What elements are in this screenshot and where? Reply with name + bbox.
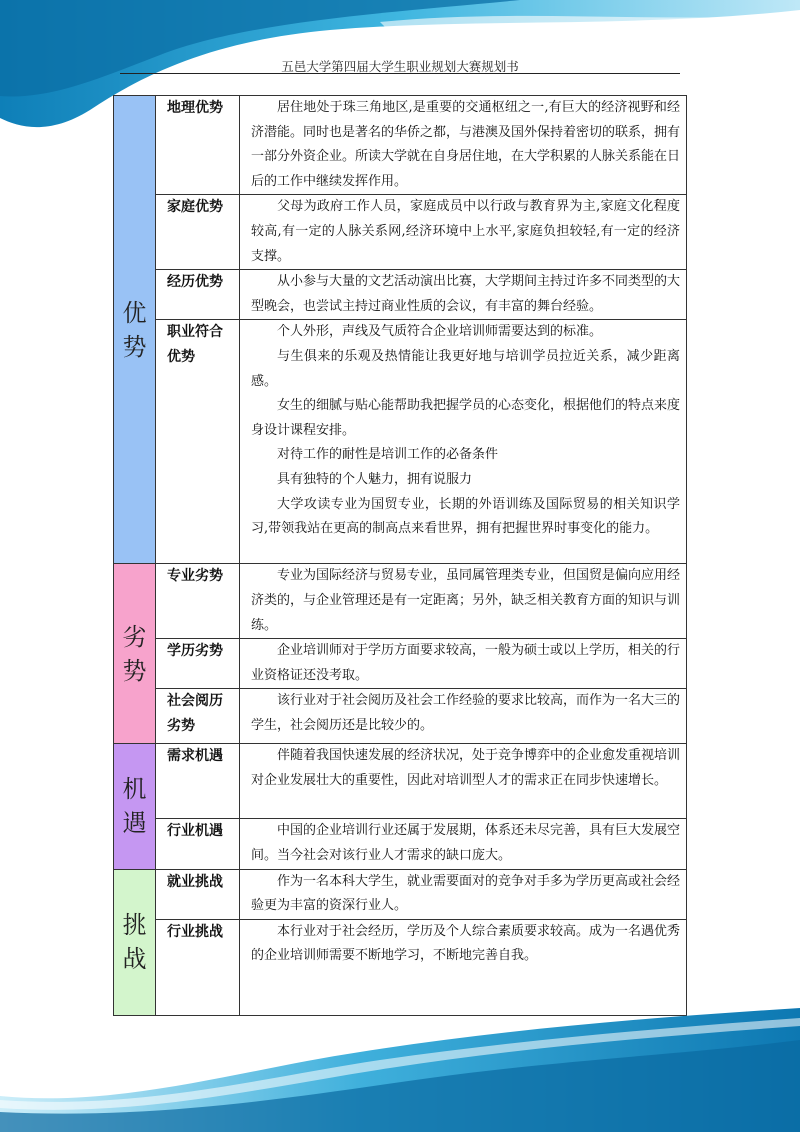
row-description: 从小参与大量的文艺活动演出比赛，大学期间主持过许多不同类型的大型晚会，也尝试主持过商业性质的会议，有丰富的舞台经验。 (240, 270, 687, 320)
row-label: 职业符合优势 (156, 320, 240, 564)
footer-wave-decoration (0, 1000, 800, 1132)
row-description: 企业培训师对于学历方面要求较高，一般为硕士或以上学历，相关的行业资格证还没考取。 (240, 639, 687, 689)
table-row (114, 270, 687, 320)
row-description: 专业为国际经济与贸易专业，虽同属管理类专业，但国贸是偏向应用经济类的，与企业管理还是有一定距离；另外，缺乏相关教育方面的知识与训练。 (240, 564, 687, 639)
swot-analysis-table (113, 95, 687, 1016)
document-header-title: 五邑大学第四届大学生职业规划大赛规划书 (281, 59, 519, 74)
row-label: 学历劣势 (156, 639, 240, 689)
row-description: 中国的企业培训行业还属于发展期，体系还未尽完善，具有巨大发展空间。当今社会对该行业人才需求的缺口庞大。 (240, 819, 687, 869)
table-row (114, 195, 687, 270)
category-strengths: 优 势 (114, 96, 156, 564)
row-label: 行业挑战 (156, 919, 240, 1015)
row-label: 地理优势 (156, 96, 240, 195)
table-row (114, 639, 687, 689)
table-row (114, 869, 687, 919)
table-row (114, 96, 687, 195)
row-description: 居住地处于珠三角地区,是重要的交通枢纽之一,有巨大的经济视野和经济潜能。同时也是著名的华侨之都，与港澳及国外保持着密切的联系，拥有一部分外资企业。所读大学就在自身居住地，在大学积累的人脉关系能在日后的工作中继续发挥作用。 (240, 96, 687, 195)
row-label: 需求机遇 (156, 744, 240, 819)
row-label: 社会阅历劣势 (156, 689, 240, 744)
table-row (114, 564, 687, 639)
row-description: 本行业对于社会经历，学历及个人综合素质要求较高。成为一名遇优秀的企业培训师需要不断地学习，不断地完善自我。 (240, 919, 687, 1015)
row-description: 个人外形，声线及气质符合企业培训师需要达到的标准。 与生俱来的乐观及热情能让我更好地与培训学员拉近关系，减少距离感。 女生的细腻与贴心能帮助我把握学员的心态变化，根据他们的特点来度身设计课程安排。 对待工作的耐性是培训工作的必备条件 具有独特的个人魅力，拥有说服力 大学攻读专业为国贸专业，长期的外语训练及国际贸易的相关知识学习,带领我站在更高的制高点来看世界，拥有把握世界时事变化的能力。 (240, 320, 687, 564)
row-label: 就业挑战 (156, 869, 240, 919)
category-weaknesses: 劣 势 (114, 564, 156, 744)
table-row (114, 320, 687, 564)
header-divider (120, 73, 680, 74)
table-row (114, 689, 687, 744)
row-description: 该行业对于社会阅历及社会工作经验的要求比较高，而作为一名大三的学生，社会阅历还是比较少的。 (240, 689, 687, 744)
row-label: 家庭优势 (156, 195, 240, 270)
row-label: 专业劣势 (156, 564, 240, 639)
row-label: 行业机遇 (156, 819, 240, 869)
row-description: 作为一名本科大学生，就业需要面对的竞争对手多为学历更高或社会经验更为丰富的资深行业人。 (240, 869, 687, 919)
table-row (114, 744, 687, 819)
row-description: 父母为政府工作人员，家庭成员中以行政与教育界为主,家庭文化程度较高,有一定的人脉关系网,经济环境中上水平,家庭负担较轻,有一定的经济支撑。 (240, 195, 687, 270)
row-label: 经历优势 (156, 270, 240, 320)
category-opportunities: 机 遇 (114, 744, 156, 869)
table-row (114, 819, 687, 869)
category-threats: 挑 战 (114, 869, 156, 1015)
row-description: 伴随着我国快速发展的经济状况，处于竞争博弈中的企业愈发重视培训对企业发展壮大的重要性，因此对培训型人才的需求正在同步快速增长。 (240, 744, 687, 819)
